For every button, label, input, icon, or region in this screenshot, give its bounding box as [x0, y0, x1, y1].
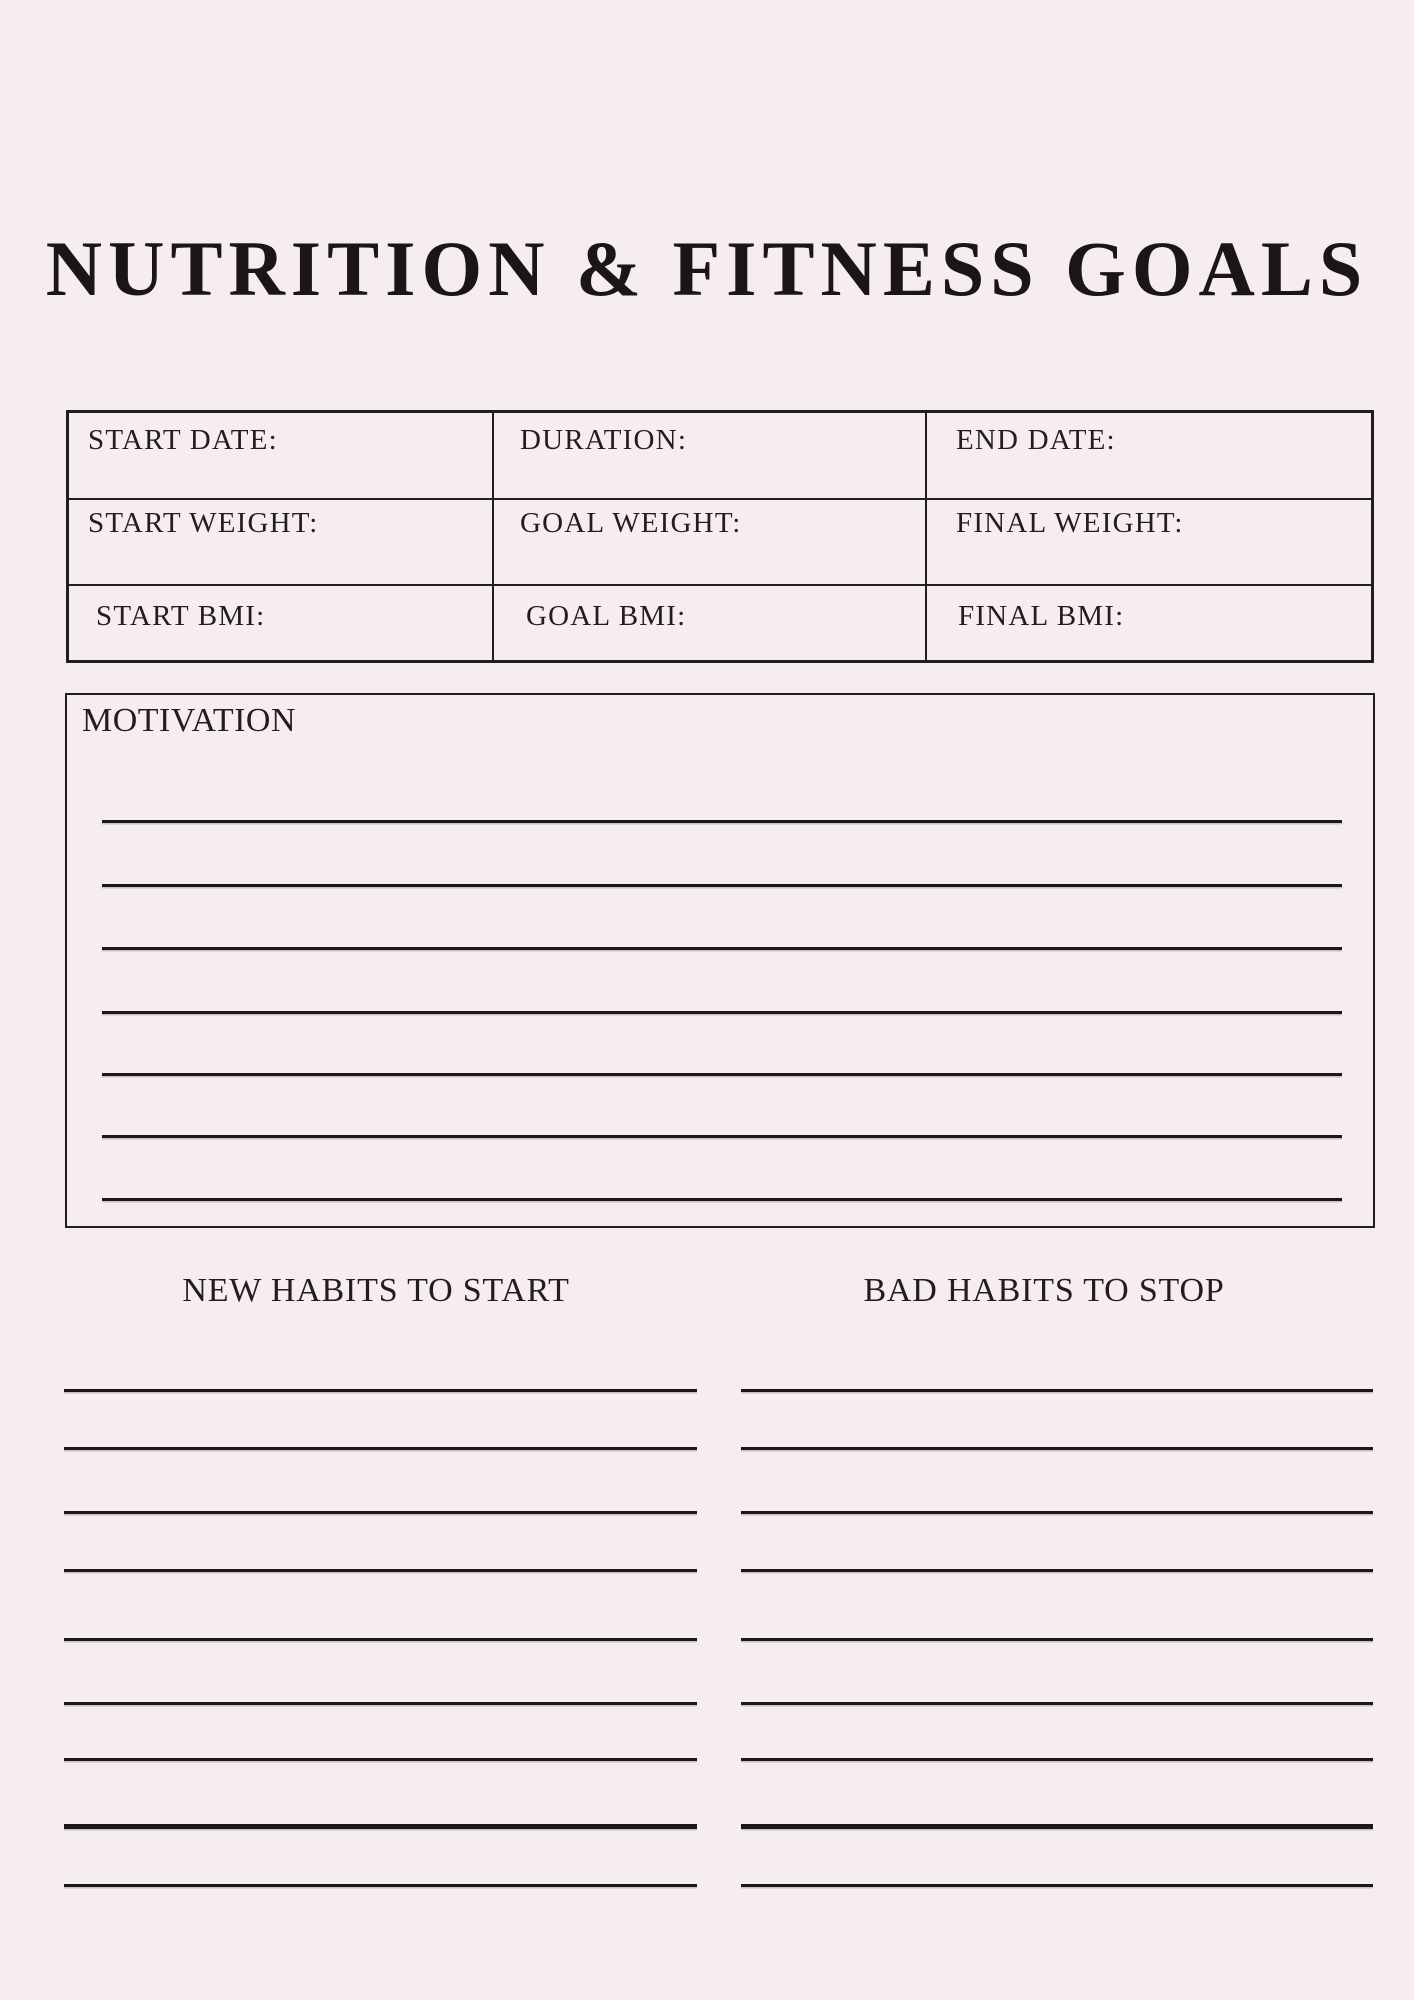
bad-habits-ruled-line [741, 1569, 1373, 1572]
new-habits-heading: NEW HABITS TO START [182, 1272, 570, 1309]
cell-goal-bmi [494, 586, 927, 660]
motivation-ruled-line [102, 1011, 1342, 1014]
end-date-label: END DATE: [956, 424, 1116, 456]
cell-start-bmi [69, 586, 494, 660]
motivation-ruled-line [102, 1198, 1342, 1201]
motivation-heading: MOTIVATION [82, 702, 297, 739]
cell-duration [494, 413, 927, 500]
motivation-ruled-line [102, 1073, 1342, 1076]
cell-start-weight [69, 500, 494, 586]
cell-start-date [69, 413, 494, 500]
new-habits-ruled-line [64, 1824, 697, 1829]
cell-final-bmi [927, 586, 1371, 660]
new-habits-ruled-line [64, 1884, 697, 1887]
goals-table [66, 410, 1374, 663]
bad-habits-ruled-line [741, 1511, 1373, 1514]
duration-label: DURATION: [520, 424, 688, 456]
goal-weight-label: GOAL WEIGHT: [520, 507, 742, 539]
final-bmi-label: FINAL BMI: [958, 600, 1125, 632]
bad-habits-ruled-line [741, 1702, 1373, 1705]
cell-goal-weight [494, 500, 927, 586]
start-bmi-label: START BMI: [96, 600, 266, 632]
cell-final-weight [927, 500, 1371, 586]
page-title: NUTRITION & FITNESS GOALS [45, 225, 1369, 313]
motivation-ruled-line [102, 1135, 1342, 1138]
final-weight-label: FINAL WEIGHT: [956, 507, 1184, 539]
motivation-box [65, 693, 1375, 1228]
bad-habits-ruled-line [741, 1638, 1373, 1641]
bad-habits-ruled-line [741, 1447, 1373, 1450]
start-weight-label: START WEIGHT: [88, 507, 319, 539]
bad-habits-ruled-line [741, 1389, 1373, 1392]
new-habits-ruled-line [64, 1447, 697, 1450]
goal-bmi-label: GOAL BMI: [526, 600, 687, 632]
motivation-ruled-line [102, 884, 1342, 887]
bad-habits-ruled-line [741, 1758, 1373, 1761]
bad-habits-ruled-line [741, 1824, 1373, 1829]
motivation-ruled-line [102, 820, 1342, 823]
bad-habits-ruled-line [741, 1884, 1373, 1887]
new-habits-ruled-line [64, 1758, 697, 1761]
new-habits-ruled-line [64, 1569, 697, 1572]
new-habits-ruled-line [64, 1638, 697, 1641]
bad-habits-heading: BAD HABITS TO STOP [863, 1272, 1225, 1309]
new-habits-ruled-line [64, 1389, 697, 1392]
cell-end-date [927, 413, 1371, 500]
start-date-label: START DATE: [88, 424, 278, 456]
new-habits-ruled-line [64, 1702, 697, 1705]
motivation-ruled-line [102, 947, 1342, 950]
new-habits-ruled-line [64, 1511, 697, 1514]
